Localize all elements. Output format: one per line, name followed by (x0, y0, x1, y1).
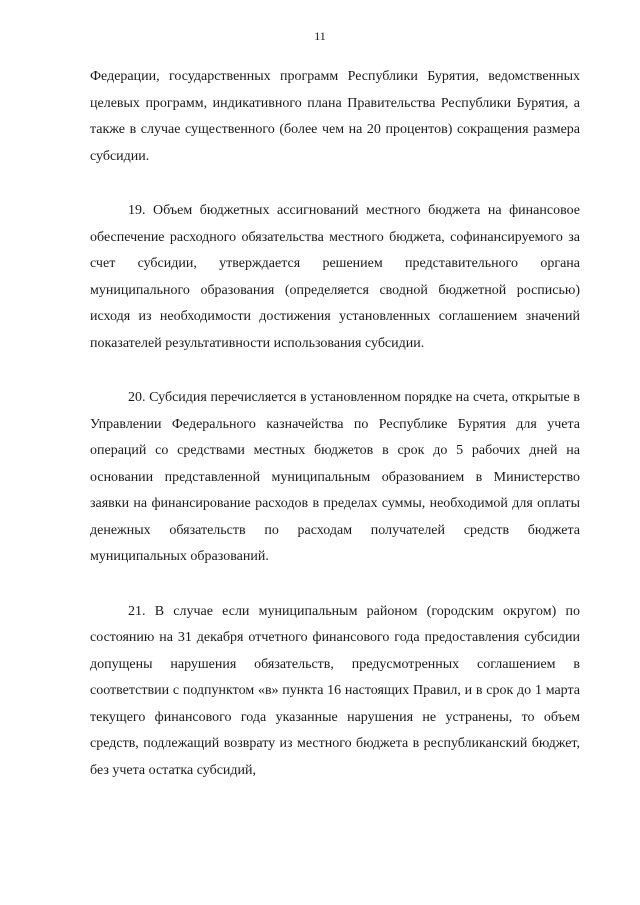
paragraph-21: 21. В случае если муниципальным районом (городским округом) по состоянию на 31 декабря отчетного финансового года предоставления субсидии допущены нарушения обязательств, предусмотренных соглашением в соответствии с подпунктом «в» пункта 16 настоящих Правил, и в срок до 1 марта текущего финансового года указанные нарушения не устранены, то объем средств, подлежащий возврату из местного бюджета в республиканский бюджет, без учета остатка субсидий, (90, 603, 580, 778)
paragraph-20: 20. Субсидия перечисляется в установленном порядке на счета, открытые в Управлении Федерального казначейства по Республике Бурятия для учета операций со средствами местных бюджетов в срок до 5 рабочих дней на основании представленной муниципальным образованием в Министерство заявки на финансирование расходов в пределах суммы, необходимой для оплаты денежных обязательств по расходам получателей средств бюджета муниципальных образований. (90, 390, 580, 564)
paragraph-19: 19. Объем бюджетных ассигнований местного бюджета на финансовое обеспечение расходного обязательства местного бюджета, софинансируемого за счет субсидии, утверждается решением представительного органа муниципального образования (определяется сводной бюджетной росписью) исходя из необходимости достижения установленных соглашением значений показателей результативности использования субсидии. (90, 203, 580, 351)
paragraph-spacer (90, 357, 580, 385)
document-body (90, 64, 580, 784)
paragraph-continuation: Федерации, государственных программ Республики Бурятия, ведомственных целевых программ, индикативного плана Правительства Республики Бурятия, а также в случае существенного (более чем на 20 процентов) сокращения размера субсидии. (90, 69, 580, 164)
paragraph-spacer (90, 571, 580, 599)
paragraph-spacer (90, 170, 580, 198)
page-number: 11 (314, 29, 326, 43)
